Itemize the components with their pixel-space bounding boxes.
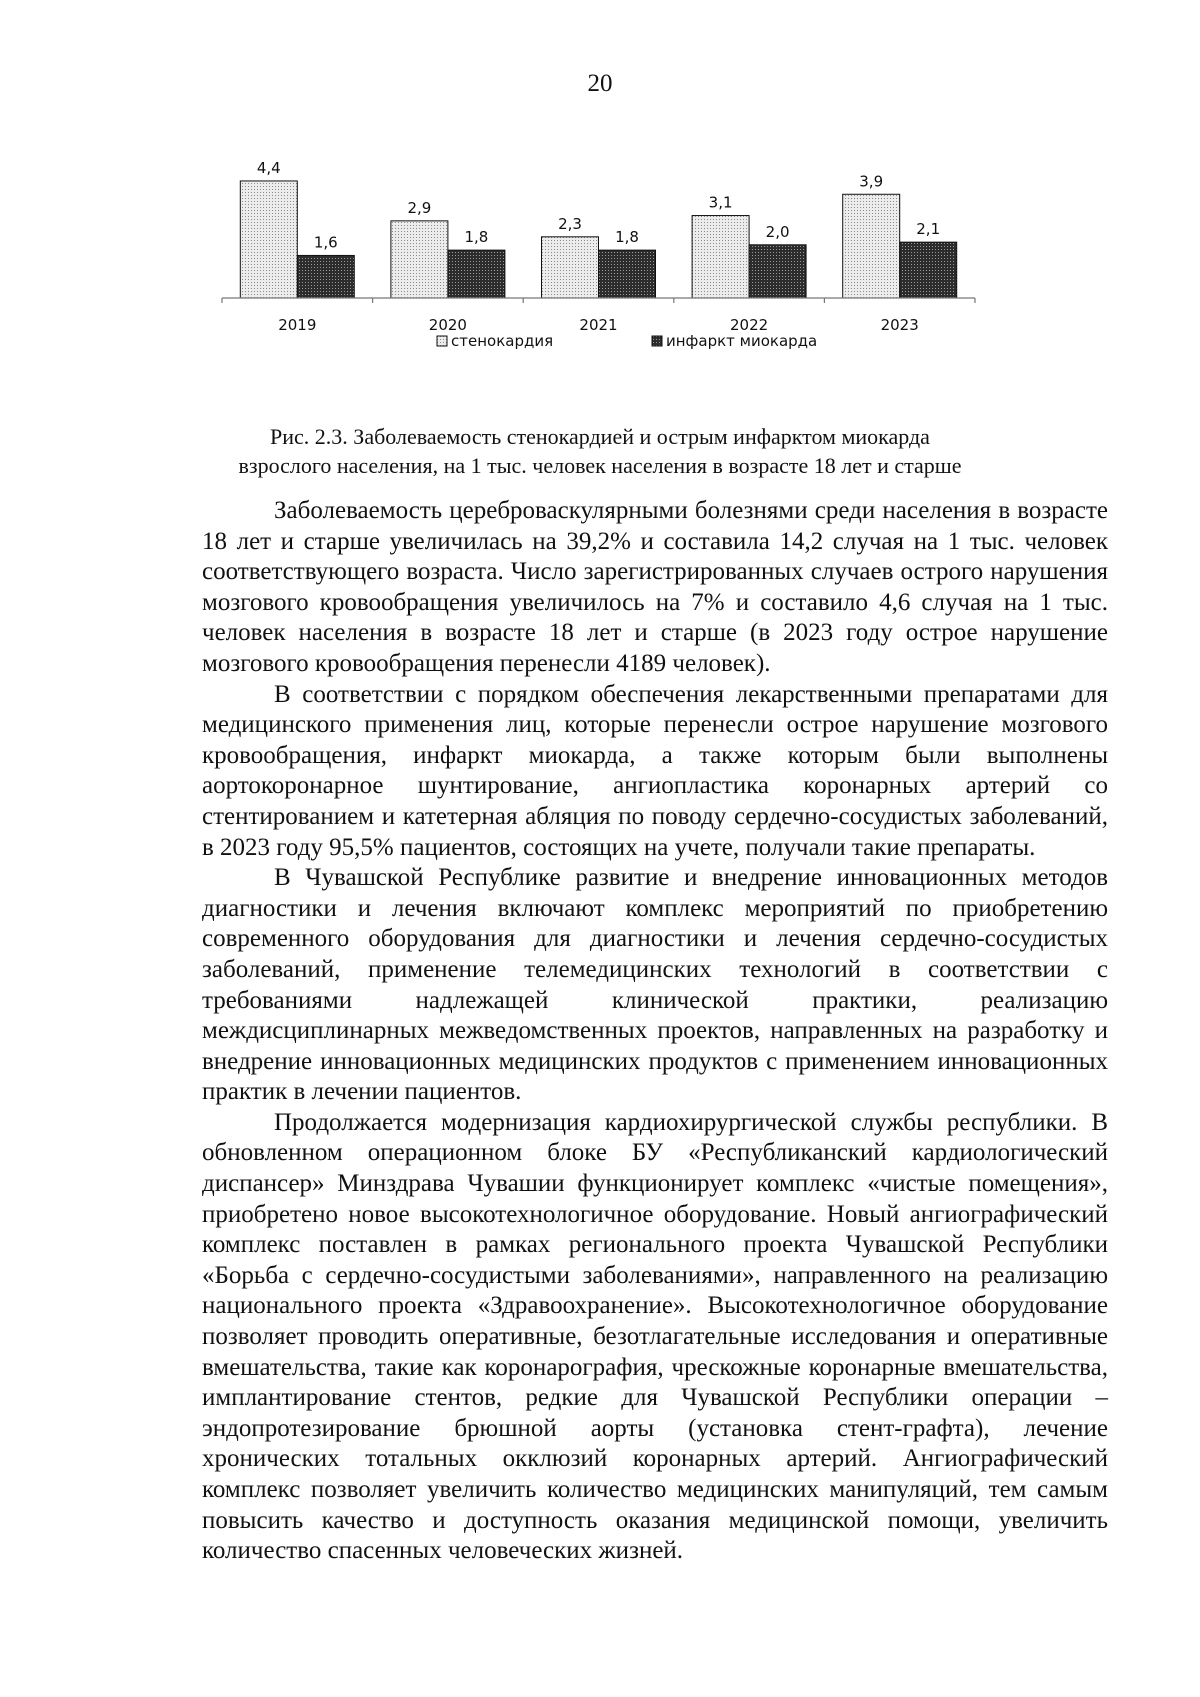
data-label-инфаркт-миокарда-2019: 1,6 [313, 233, 338, 252]
bar-стенокардия-2023 [843, 194, 900, 298]
bar-инфаркт-миокарда-2021 [599, 250, 656, 298]
caption-line-2: взрослого населения, на 1 тыс. человек населения в возрасте 18 лет и старше [238, 453, 962, 478]
x-tick-label-2022: 2022 [730, 316, 769, 334]
bar-инфаркт-миокарда-2023 [900, 242, 957, 298]
data-label-инфаркт-миокарда-2022: 2,0 [765, 222, 790, 241]
paragraph-3: В Чувашской Республике развитие и внедрение инновационных методов диагностики и лечения включают комплекс мероприятий по приобретению современного оборудования для диагностики и лечения сердечно-сосудистых заболеваний, применение телемедицинских технологий в соответствии с требованиями надлежащей клинической практики, реализацию междисциплинарных межведомственных проектов, направленных на разработку и внедрение инновационных медицинских продуктов с применением инновационных практик в лечении пациентов. [202, 864, 1108, 1106]
legend-label-инфаркт-миокарда: инфаркт миокарда [666, 332, 818, 350]
x-tick-label-2023: 2023 [880, 316, 919, 334]
data-label-стенокардия-2023: 3,9 [859, 172, 884, 191]
data-label-инфаркт-миокарда-2020: 1,8 [464, 228, 489, 247]
caption-line-1: Рис. 2.3. Заболеваемость стенокардией и острым инфарктом миокарда [270, 424, 930, 449]
x-tick-label-2019: 2019 [278, 316, 317, 334]
data-label-стенокардия-2022: 3,1 [708, 193, 733, 212]
paragraph-1: Заболеваемость цереброваскулярными болезнями среди населения в возрасте 18 лет и старше увеличилась на 39,2% и составила 14,2 случая на 1 тыс. человек соответствующего возраста. Число зарегистрированных случаев острого нарушения мозгового кровообращения увеличилось на 7% и составило 4,6 случая на 1 тыс. человек населения в возрасте 18 лет и старше (в 2023 году острое нарушение мозгового кровообращения перенесли 4189 человек). [202, 497, 1108, 677]
bar-инфаркт-миокарда-2022 [749, 245, 806, 298]
bar-стенокардия-2022 [692, 216, 749, 298]
bar-стенокардия-2019 [240, 181, 297, 298]
bar-инфаркт-миокарда-2019 [297, 255, 354, 298]
body-text [202, 496, 1108, 1567]
legend-swatch-инфаркт-миокарда [652, 336, 662, 346]
data-label-инфаркт-миокарда-2023: 2,1 [916, 220, 941, 239]
bar-инфаркт-миокарда-2020 [448, 250, 505, 298]
figure-caption [100, 422, 1100, 480]
paragraph-2: В соответствии с порядком обеспечения лекарственными препаратами для медицинского применения лиц, которые перенесли острое нарушение мозгового кровообращения, инфаркт миокарда, а также которым были выполнены аортокоронарное шунтирование, ангиопластика коронарных артерий со стентированием и катетерная абляция по поводу сердечно-сосудистых заболеваний, в 2023 году 95,5% пациентов, состоящих на учете, получали такие препараты. [202, 680, 1108, 861]
bar-chart [200, 150, 1080, 390]
chart-marks [222, 159, 975, 350]
bar-стенокардия-2021 [542, 237, 599, 298]
x-tick-label-2020: 2020 [428, 316, 467, 334]
bar-стенокардия-2020 [391, 221, 448, 298]
data-label-стенокардия-2019: 4,4 [256, 158, 281, 177]
paragraph-4: Продолжается модернизация кардиохирургической службы республики. В обновленном операционном блоке БУ «Республиканский кардиологический диспансер» Минздрава Чувашии функционирует комплекс «чистые помещения», приобретено новое высокотехнологичное оборудование. Новый ангиографический комплекс поставлен в рамках регионального проекта Чувашской Республики «Борьба с сердечно-сосудистыми заболеваниями», направленного на реализацию национального проекта «Здравоохранение». Высокотехнологичное оборудование позволяет проводить оперативные, безотлагательные исследования и оперативные вмешательства, такие как коронарография, чрескожные коронарные вмешательства, имплантирование стентов, редкие для Чувашской Республики операции – эндопротезирование брюшной аорты (установка стент-графта), лечение хронических тотальных окклюзий коронарных артерий. Ангиографический комплекс позволяет увеличить количество медицинских манипуляций, тем самым повысить качество и доступность оказания медицинской помощи, увеличить количество спасенных человеческих жизней. [202, 1108, 1108, 1565]
data-label-стенокардия-2021: 2,3 [558, 214, 582, 233]
data-label-инфаркт-миокарда-2021: 1,8 [615, 228, 639, 247]
legend-swatch-стенокардия [437, 336, 447, 346]
x-tick-label-2021: 2021 [579, 316, 618, 334]
page-number: 20 [587, 70, 613, 97]
legend-label-стенокардия: стенокардия [451, 332, 554, 350]
data-label-стенокардия-2020: 2,9 [407, 198, 432, 217]
